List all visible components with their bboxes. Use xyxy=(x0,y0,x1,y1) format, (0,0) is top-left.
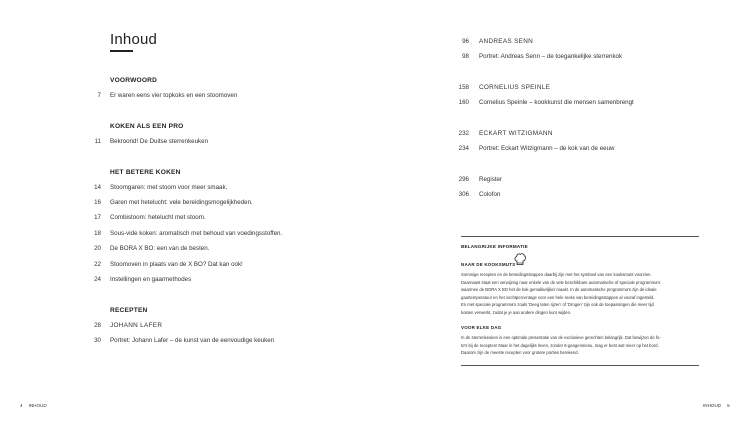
paragraph-line: Daarom zijn de meeste recepten voor grotere porties berekend. xyxy=(461,350,579,355)
toc-page-number: 158 xyxy=(458,84,469,91)
chef-name: JOHANN LAFER xyxy=(110,322,163,329)
toc-page-number: 17 xyxy=(94,214,101,221)
chef-name: CORNELIUS SPEINLE xyxy=(479,84,551,91)
paragraph-line: to's bij de recepten! Maar in het dagelijks leven, zonder 6-gangenmenu, mag er best wat meer op het bord. xyxy=(461,342,659,348)
toc-page-number: 24 xyxy=(94,276,101,283)
toc-page-number: 306 xyxy=(458,191,469,198)
paragraph-line: Daarnaast staat een verwijzing naar enkele van de vele beschikbare automatische of speciale programma's xyxy=(461,279,661,285)
toc-page-number: 96 xyxy=(462,38,469,45)
toc-page-number: 234 xyxy=(458,145,469,152)
toc-entry-title: Stoomgaren: met stoom voor meer smaak. xyxy=(110,184,228,191)
chef-name: ECKART WITZIGMANN xyxy=(479,130,553,137)
title-underline xyxy=(110,50,133,52)
toc-page-number: 14 xyxy=(94,184,101,191)
right-page xyxy=(375,0,750,424)
toc-entry-title: Portret: Eckart Witzigmann – de kok van de eeuw xyxy=(479,145,615,152)
info-box-top-rule xyxy=(461,236,699,237)
toc-entry-title: Stoomoven in plaats van de X BO? Dat kan ook! xyxy=(110,261,243,268)
footer-right xyxy=(703,403,730,408)
toc-page-number: 22 xyxy=(94,261,101,268)
toc-entry-title: Sous-vide koken: aromatisch met behoud van voedingsstoffen. xyxy=(110,230,283,237)
toc-entry-title: Combistoom: hetelucht met stoom. xyxy=(110,214,206,221)
footer-page-number: 5 xyxy=(727,403,730,408)
paragraph-line: Sommige recepten en de bereidingsstappen daarbij zijn met het symbool van een kooksmuts voorzien. xyxy=(461,272,652,277)
toc-entry-title: De BORA X BO: een van de besten. xyxy=(110,245,210,252)
paragraph-line: gaartemperatuur en het vochtpercentage voor een hele reeks van bereidingsstappen al vooraf ingesteld. xyxy=(461,294,655,300)
paragraph-line: kosten verwerkt, zodat je je aan andere dingen kunt wijden. xyxy=(461,309,572,315)
paragraph-line: En met speciale programma's zoals 'Deeg laten rijzen' of 'Drogen' zijn ook de toepassingen die meer tijd xyxy=(461,302,654,307)
toc-entry-title: Portret: Johann Lafer – de kunst van de eenvoudige keuken xyxy=(110,337,275,344)
toc-entry-title: Cornelius Speinle – kookkunst die mensen samenbrengt xyxy=(479,99,634,106)
toc-entry-title: Portret: Andreas Senn – de toegankelijke sterrenkok xyxy=(479,53,623,60)
toc-entry-title: Garen met hetelucht: vele bereidingsmogelijkheden. xyxy=(110,199,253,206)
footer-label: INHOUD xyxy=(703,403,722,408)
toc-page-number: 232 xyxy=(458,130,469,137)
info-subheading-kooksmuts: NAAR DE KOOKSMUTS xyxy=(461,262,516,267)
footer-left xyxy=(20,403,47,408)
info-paragraph-elke-dag xyxy=(461,334,699,357)
toc-page-number: 160 xyxy=(458,99,469,106)
info-box-title: BELANGRIJKE INFORMATIE xyxy=(461,244,528,249)
section-heading-voorwoord: VOORWOORD xyxy=(110,77,158,84)
toc-page-number: 7 xyxy=(97,92,101,99)
toc-entry-title: Instellingen en gaarmethodes xyxy=(110,276,192,283)
page-title: Inhoud xyxy=(110,31,158,48)
toc-page-number: 18 xyxy=(94,230,101,237)
info-box-bottom-rule xyxy=(461,365,699,366)
section-heading-koken-als-pro: KOKEN ALS EEN PRO xyxy=(110,123,184,130)
toc-page-number: 296 xyxy=(458,176,469,183)
section-heading-recepten: RECEPTEN xyxy=(110,307,148,314)
toc-page-number: 28 xyxy=(94,322,101,329)
toc-entry-title: Er waren eens vier topkoks en een stoomoven xyxy=(110,92,238,99)
chef-hat-icon xyxy=(514,252,526,267)
toc-page-number: 11 xyxy=(94,138,101,145)
toc-page-number: 20 xyxy=(94,245,101,252)
toc-page-number: 30 xyxy=(94,337,101,344)
toc-entry-title: Colofon xyxy=(479,191,501,198)
chef-name: ANDREAS SENN xyxy=(479,38,534,45)
toc-entry-title: Bekroond! De Duitse sterrenkeuken xyxy=(110,138,209,145)
info-subheading-elke-dag: VOOR ELKE DAG xyxy=(461,325,502,330)
footer-label: INHOUD xyxy=(28,403,47,408)
toc-entry-title: Register xyxy=(479,176,503,183)
section-heading-betere-koken: HET BETERE KOKEN xyxy=(110,169,181,176)
paragraph-line: waarmee de BORA X BO het de kok gemakkelijker maakt. In de automatische programma's zijn de ideale xyxy=(461,287,657,292)
info-paragraph-kooksmuts xyxy=(461,271,699,316)
toc-page-number: 98 xyxy=(462,53,469,60)
toc-page-number: 16 xyxy=(94,199,101,206)
footer-page-number: 4 xyxy=(20,403,23,408)
paragraph-line: In de sterrenkeuken is een optimale presentatie van de exclusieve gerechten belangrijk. Dat bewijzen de fo- xyxy=(461,335,661,340)
